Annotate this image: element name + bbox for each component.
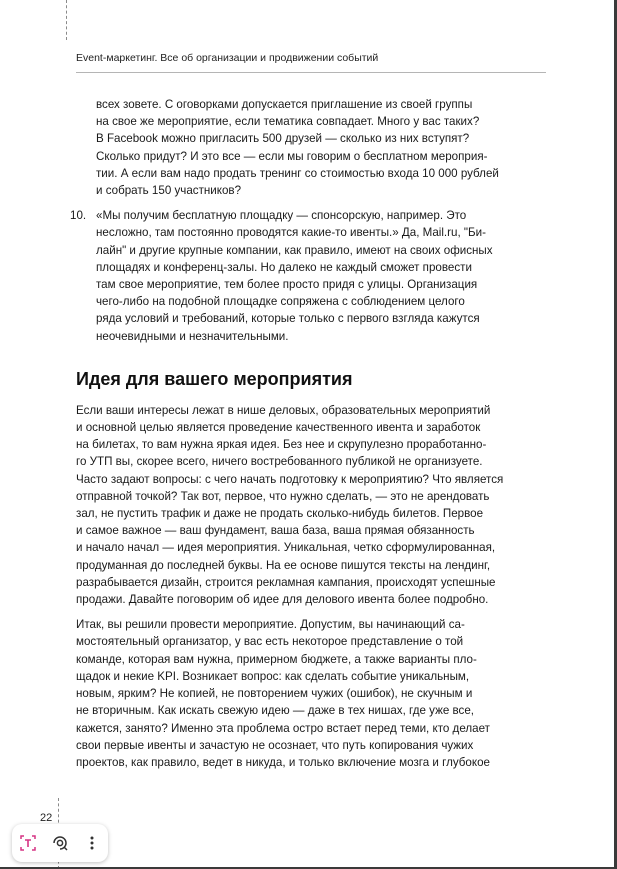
header-rule [76, 72, 546, 73]
text-line: на свое же мероприятие, если тематика совпадает. Много у вас таких? [96, 115, 480, 129]
section-heading: Идея для вашего мероприятия [76, 368, 353, 389]
page-number: 22 [40, 812, 53, 824]
text-line: «Мы получим бесплатную площадку — спонсорскую, например. Это [96, 209, 467, 223]
text-line: и начало начал — идея мероприятия. Уникальная, четко сформулированная, [76, 541, 496, 555]
section-paragraph-2 [76, 616, 544, 771]
running-header: Event-маркетинг. Все об организации и продвижении событий [76, 52, 379, 64]
list-number: 10. [70, 209, 87, 223]
lens-search-icon[interactable] [47, 830, 73, 856]
text-line: и собрать 150 участников? [96, 184, 242, 198]
text-line: не вторичным. Как искать свежую идею — даже в тех нишах, где уже все, [76, 704, 475, 718]
floating-toolbar [12, 824, 108, 862]
text-line: Часто задают вопросы: с чего начать подготовку к мероприятию? Что является [76, 472, 504, 486]
list-item-10 [70, 207, 544, 345]
text-line: зал, не пустить трафик и даже не продать сколько-нибудь билетов. Первое [76, 507, 484, 521]
text-line: лайн" и другие крупные компании, как правило, имеют на своих офисных [96, 243, 493, 257]
text-line: кажется, занято? Именно эта проблема остро встает перед теми, кто делает [76, 721, 490, 735]
crop-mark [66, 0, 67, 40]
text-line: там свое мероприятие, тем более просто придя с улицы. Организация [96, 278, 478, 292]
text-line: мостоятельный организатор, у вас есть некоторое представление о той [76, 635, 464, 649]
text-select-icon[interactable] [15, 830, 41, 856]
text-line: разрабывается дизайн, строится рекламная кампания, происходят успешные [76, 575, 496, 589]
text-line: на билетах, то вам нужна яркая идея. Без нее и скрупулезно проработанно- [76, 438, 487, 452]
text-line: свои первые ивенты и зачастую не осознает, что путь копирования чужих [76, 738, 474, 752]
text-line: Если ваши интересы лежат в нише деловых, образовательных мероприятий [76, 403, 491, 417]
text-line: и основной целью является проведение качественного ивента и заработок [76, 421, 481, 435]
text-line: проектов, как правило, ведет в никуда, и только включение мозга и глубокое [76, 755, 490, 769]
text-line: Сколько придут? И это все — если мы говорим о бесплатном мероприя- [96, 149, 488, 163]
text-line: продажи. Давайте поговорим об идее для делового ивента более подробно. [76, 593, 489, 607]
text-line: площадях и конференц-залы. Но далеко не каждый сможет провести [96, 260, 472, 274]
text-line: несложно, там постоянно проводятся какие-то ивенты.» Да, Mail.ru, "Би- [96, 226, 486, 240]
page-content [70, 96, 544, 779]
text-line: и самое важное — ваш фундамент, ваша база, ваша прямая обязанность [76, 524, 475, 538]
text-line: новым, ярким? Не копией, не повторением чужих (ошибок), не скучным и [76, 687, 473, 701]
text-line: команде, которая вам нужна, примерном бюджете, а также варианты пло- [76, 652, 477, 666]
continued-list-item [76, 96, 544, 199]
text-line: чего-либо на подобной площадке сопряжена с соблюдением целого [96, 295, 465, 309]
text-line: Итак, вы решили провести мероприятие. Допустим, вы начинающий са- [76, 618, 465, 632]
text-line: щадок и некие KPI. Возникает вопрос: как сделать событие уникальным, [76, 669, 470, 683]
text-line: отправной точкой? Так вот, первое, что нужно сделать, — это не арендовать [76, 489, 490, 503]
text-line: неочевидными и незначительными. [96, 329, 289, 343]
text-line: всех зовете. С оговорками допускается приглашение из своей группы [96, 98, 473, 111]
text-line: тии. А если вам надо продать тренинг со стоимостью входа 10 000 рублей [96, 166, 499, 180]
section-paragraph-1 [76, 402, 544, 608]
more-vertical-icon[interactable] [79, 830, 105, 856]
text-line: продуманная до последней буквы. На ее основе пишутся тексты на лендинг, [76, 558, 491, 572]
text-line: ряда условий и требований, которые только с первого взгляда кажутся [96, 312, 480, 326]
text-line: го УТП вы, скорее всего, ничего востребованного публикой не организуете. [76, 455, 483, 469]
text-line: В Facebook можно пригласить 500 друзей — сколько из них вступят? [96, 132, 470, 146]
